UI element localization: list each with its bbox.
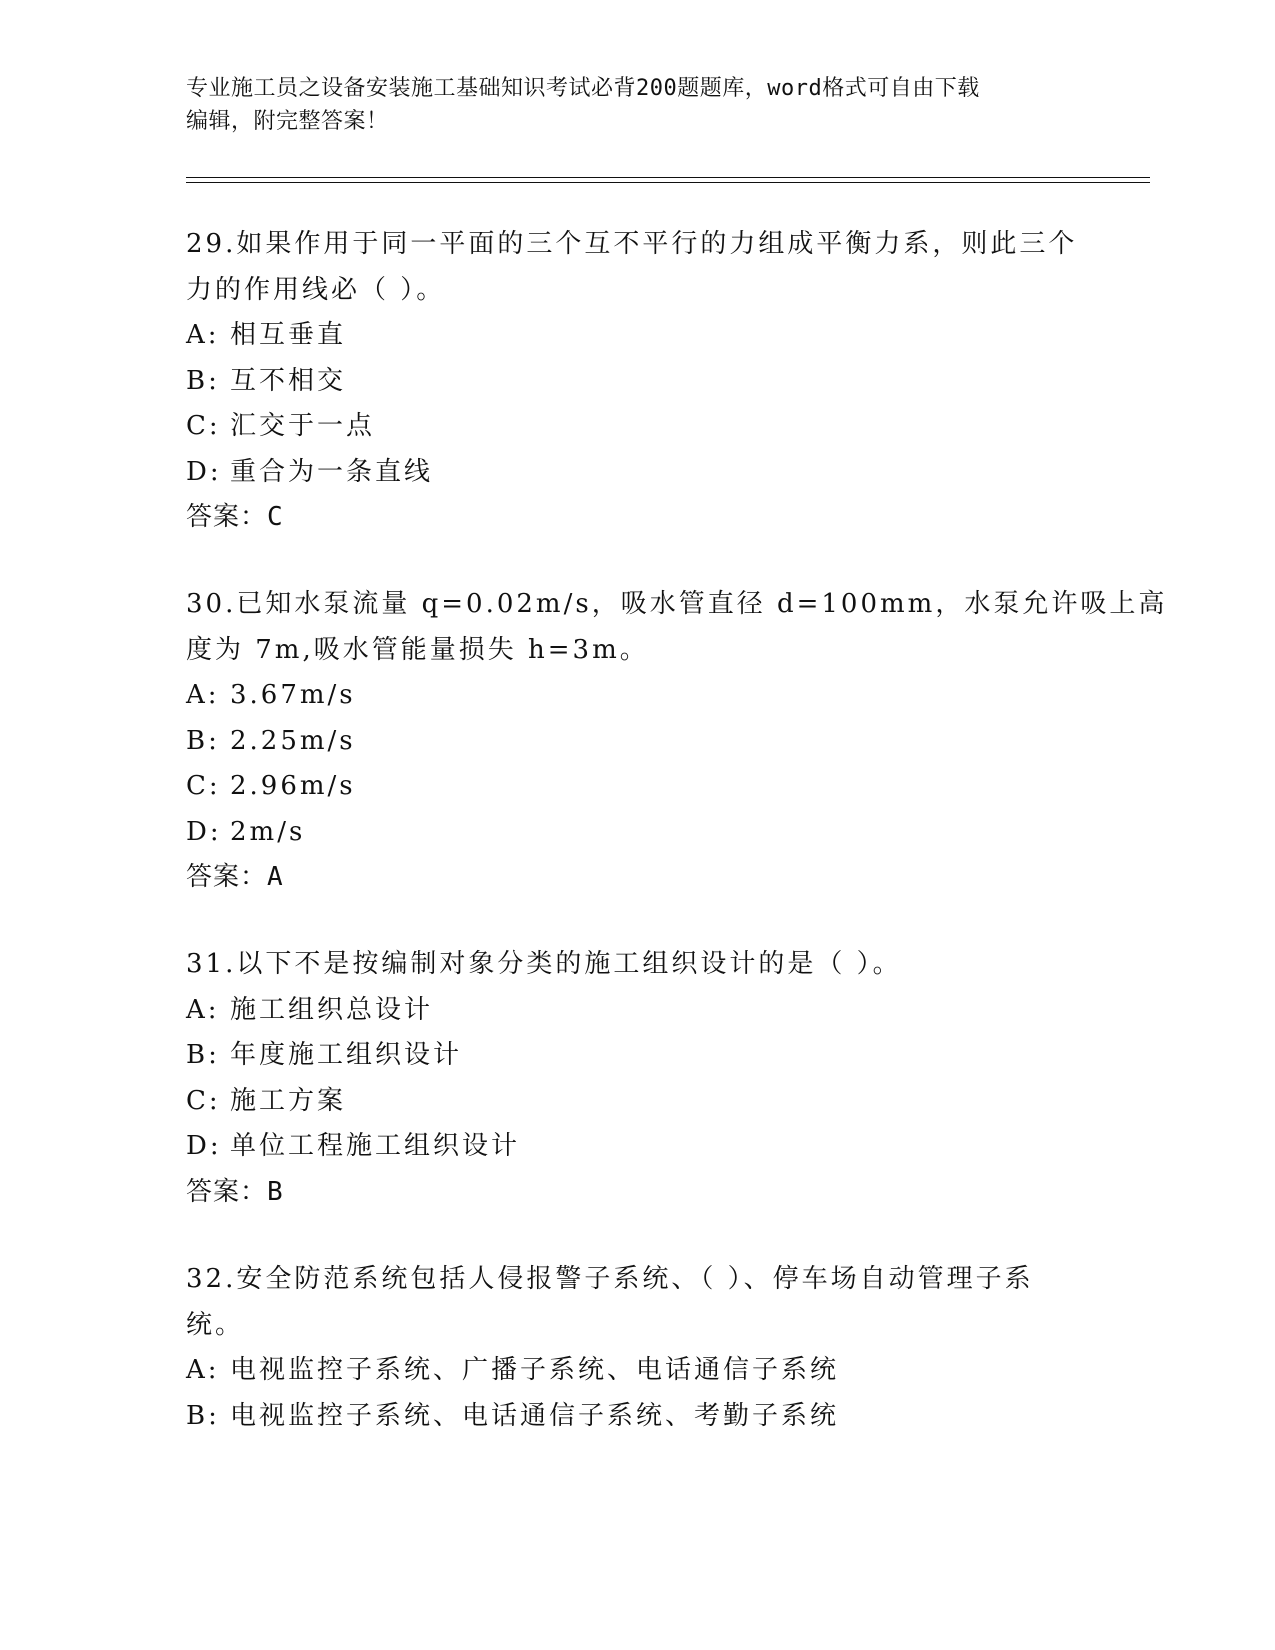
header-line-2: 编辑，附完整答案！ [186,109,389,134]
question-text-line: 30.已知水泵流量 q=0.02m/s，吸水管直径 d=100mm，水泵允许吸上高 [186,589,1168,619]
question-30 [186,582,1168,901]
option-b [186,1033,1086,1079]
header-line-1: 专业施工员之设备安装施工基础知识考试必背200题题库，word格式可自由下载 [186,76,980,101]
option-label: B: [186,1040,220,1070]
option-label: C: [186,411,221,441]
question-text-line: 31.以下不是按编制对象分类的施工组织设计的是（ ）。 [186,949,902,979]
question-text-line: 32.安全防范系统包括人侵报警子系统、（ ）、停车场自动管理子系 [186,1264,1034,1294]
option-label: B: [186,365,220,396]
option-b [186,719,1086,765]
option-label: C: [186,1085,221,1116]
option-label: D: [186,1131,222,1161]
option-d [186,450,1086,496]
option-label: D: [186,456,222,487]
option-c [186,1079,1086,1125]
option-a [186,988,1086,1034]
option-label: A: [186,994,220,1025]
option-text: 2.96m/s [230,771,356,801]
answer: 答案：C [186,502,284,532]
header-divider-top [186,177,1150,178]
option-a [186,1348,1086,1394]
question-text-line: 统。 [186,1309,245,1340]
answer: 答案：B [186,1176,284,1207]
option-d [186,810,1086,856]
option-text: 施工方案 [230,1085,347,1116]
option-text: 重合为一条直线 [230,456,434,487]
option-a [186,673,1086,719]
answer: 答案：A [186,862,284,892]
option-text: 电视监控子系统、广播子系统、电话通信子系统 [230,1355,840,1385]
header-divider-bottom [186,182,1150,183]
question-text-line: 力的作用线必（ ）。 [186,274,446,305]
option-label: C: [186,771,221,801]
option-text: 电视监控子系统、电话通信子系统、考勤子系统 [230,1400,840,1431]
option-label: B: [186,1400,220,1431]
option-label: A: [186,320,220,350]
document-header [186,72,1066,138]
option-label: D: [186,816,222,847]
option-label: A: [186,1355,220,1385]
option-text: 2m/s [230,816,306,847]
question-31 [186,942,1086,1215]
option-text: 施工组织总设计 [230,994,434,1025]
option-text: 单位工程施工组织设计 [230,1131,521,1161]
option-c [186,404,1086,450]
question-29 [186,222,1086,541]
question-32 [186,1257,1086,1439]
question-text-line: 度为 7m,吸水管能量损失 h=3m。 [186,634,649,665]
option-text: 相互垂直 [230,320,347,350]
option-b [186,359,1086,405]
option-label: A: [186,680,220,710]
question-text-line: 29.如果作用于同一平面的三个互不平行的力组成平衡力系，则此三个 [186,229,1078,259]
option-d [186,1124,1086,1170]
option-c [186,764,1086,810]
option-text: 3.67m/s [230,680,356,710]
option-label: B: [186,725,220,756]
option-text: 汇交于一点 [230,411,376,441]
option-text: 互不相交 [230,365,347,396]
option-text: 年度施工组织设计 [230,1040,463,1070]
option-b [186,1394,1086,1440]
option-a [186,313,1086,359]
option-text: 2.25m/s [230,725,356,756]
